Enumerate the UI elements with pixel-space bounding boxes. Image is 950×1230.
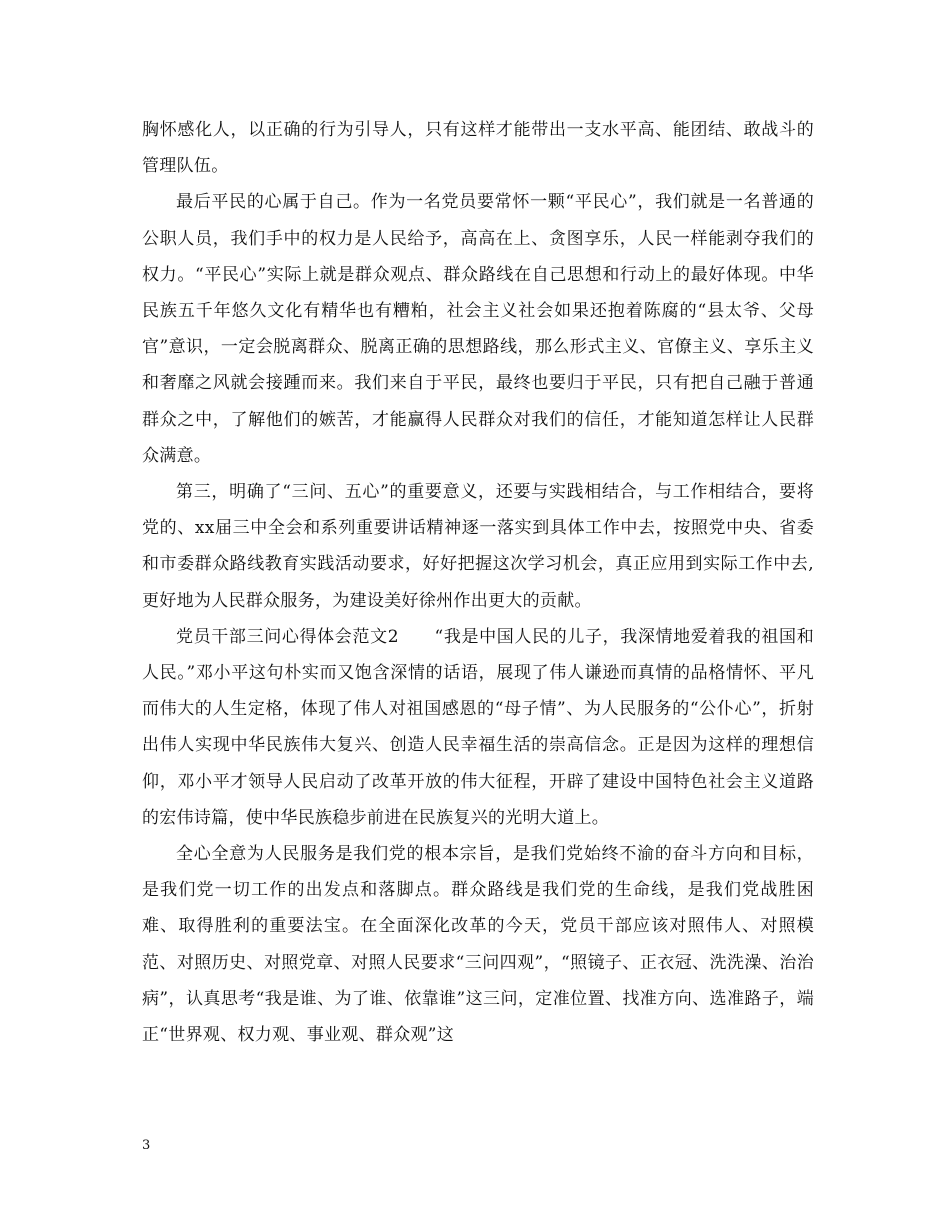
page-number: 3 (142, 1138, 151, 1153)
body-text (142, 112, 814, 1053)
paragraph-third-point: 第三，明确了“三问、五心”的重要意义，还要与实践相结合，与工作相结合，要将党的、xx届三中全会和系列重要讲话精神逐一落实到具体工作中去，按照党中央、省委和市委群众路线教育实践活动要求，好好把握这次学习机会，真正应用到实际工作中去,更好地为人民群众服务，为建设美好徐州作出更大的贡献。 (142, 482, 814, 611)
paragraph-serve-the-people: 全心全意为人民服务是我们党的根本宗旨，是我们党始终不渝的奋斗方向和目标，是我们党一切工作的出发点和落脚点。群众路线是我们党的生命线，是我们党战胜困难、取得胜利的重要法宝。在全面深化改革的今天，党员干部应该对照伟人、对照模范、对照历史、对照党章、对照人民要求“三问四观”，“照镜子、正衣冠、洗洗澡、治治病”，认真思考“我是谁、为了谁、依靠谁”这三问，定准位置、找准方向、选准路子，端正“世界观、权力观、事业观、群众观”这 (142, 844, 814, 1046)
paragraph-sample-essay-2: 党员干部三问心得体会范文2 “我是中国人民的儿子，我深情地爱着我的祖国和人民。”邓小平这句朴实而又饱含深情的话语，展现了伟人谦逊而真情的品格情怀、平凡而伟大的人生定格，体现了伟人对祖国感恩的“母子情”、为人民服务的“公仆心”，折射出伟人实现中华民族伟大复兴、创造人民幸福生活的崇高信念。正是因为这样的理想信仰，邓小平才领导人民启动了改革开放的伟大征程，开辟了建设中国特色社会主义道路的宏伟诗篇，使中华民族稳步前进在民族复兴的光明大道上。 (142, 626, 814, 828)
paragraph-pingmin-xin: 最后平民的心属于自己。作为一名党员要常怀一颗“平民心”，我们就是一名普通的公职人员，我们手中的权力是人民给予，高高在上、贪图享乐，人民一样能剥夺我们的权力。“平民心”实际上就是群众观点、群众路线在自己思想和行动上的最好体现。中华民族五千年悠久文化有精华也有糟粕，社会主义社会如果还抱着陈腐的“县太爷、父母官”意识，一定会脱离群众、脱离正确的思想路线，那么形式主义、官僚主义、享乐主义和奢靡之风就会接踵而来。我们来自于平民，最终也要归于平民，只有把自己融于普通群众之中，了解他们的嫉苦，才能赢得人民群众对我们的信任，才能知道怎样让人民群众满意。 (142, 192, 814, 466)
paragraph-continuation: 胸怀感化人，以正确的行为引导人，只有这样才能带出一支水平高、能团结、敢战斗的管理队伍。 (142, 120, 814, 177)
